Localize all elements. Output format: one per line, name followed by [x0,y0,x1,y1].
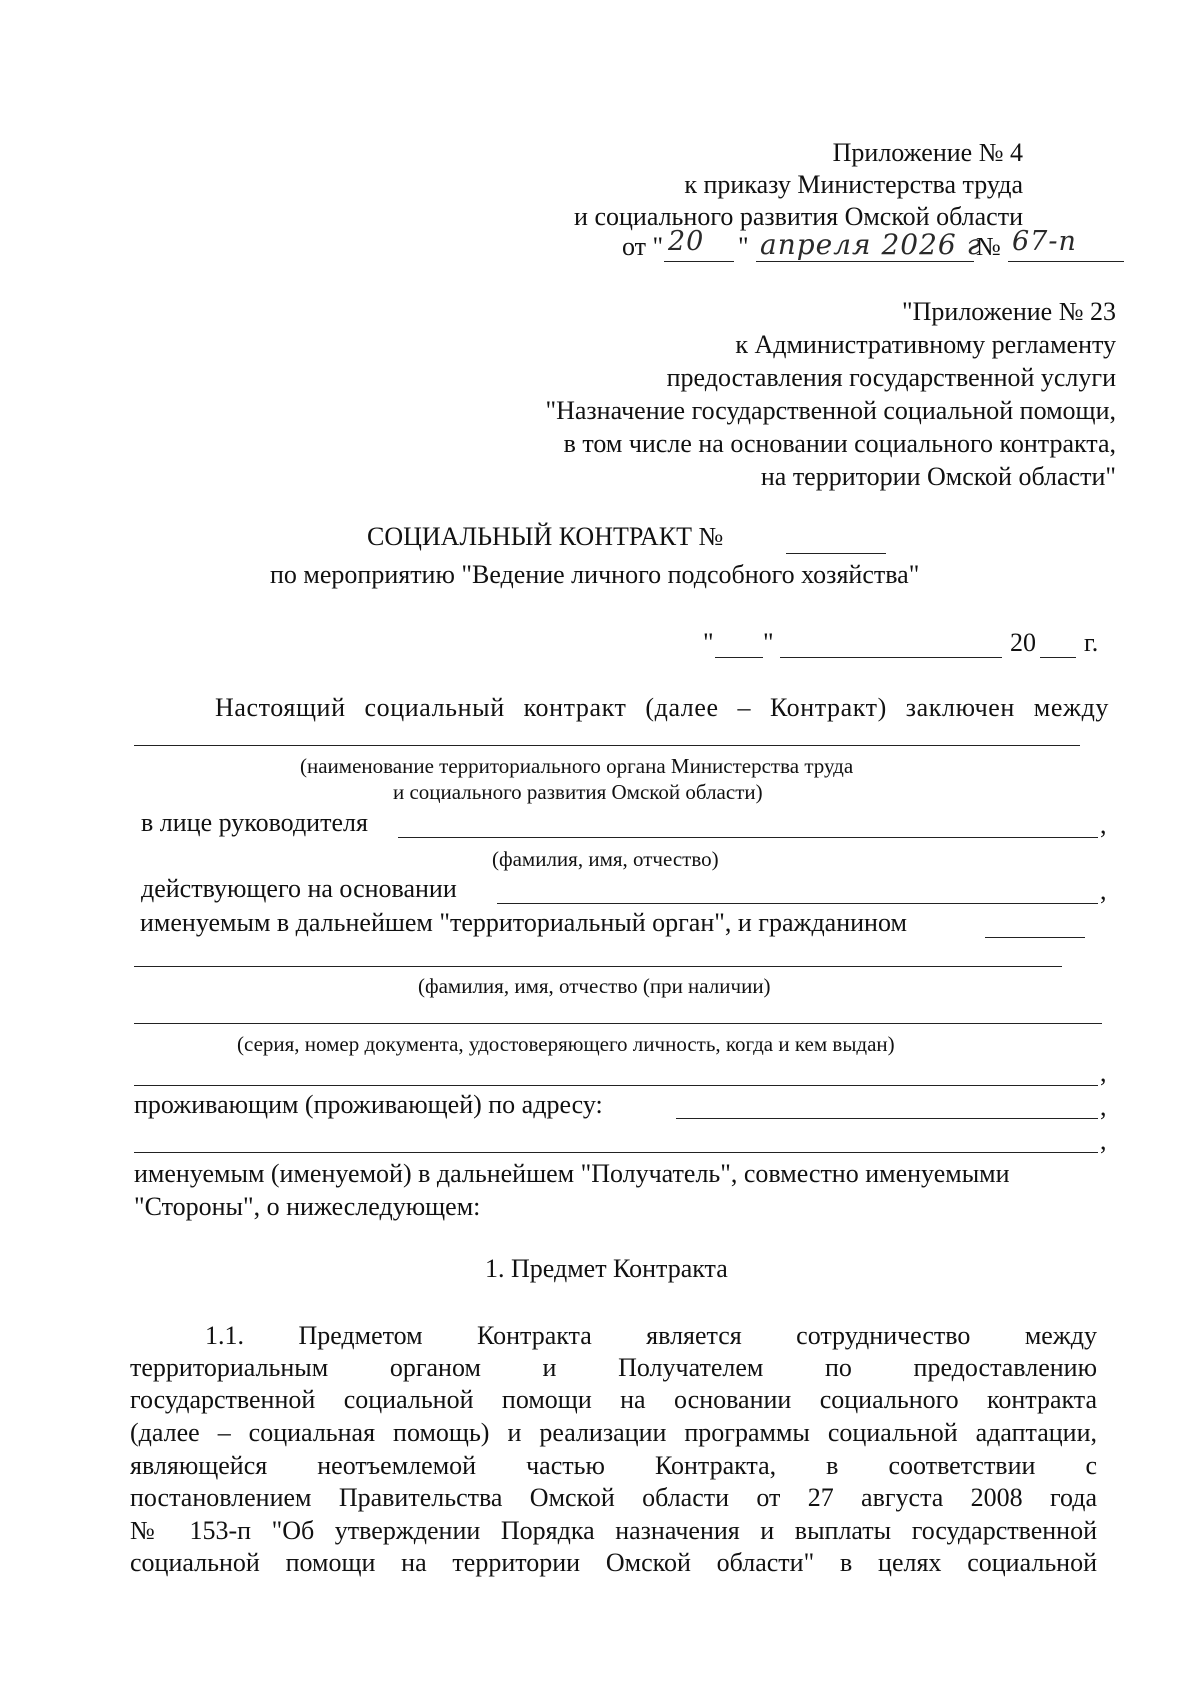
contract-title: СОЦИАЛЬНЫЙ КОНТРАКТ № [367,522,724,551]
date-close-quote: " [763,628,774,657]
parties-intro: Настоящий социальный контракт (далее – Контракт) заключен между [215,693,1109,722]
date-year-prefix: 20 [1010,628,1036,657]
appendix4-title: Приложение № 4 [832,138,1023,167]
head-fio-caption: (фамилия, имя, отчество) [492,847,719,871]
section1-line-3: государственной социальной помощи на основании социального контракта [130,1385,1097,1414]
contract-number-line [786,553,886,554]
section1-line-8: социальной помощи на территории Омской области" в целях социальной [130,1548,1097,1577]
basis-label: действующего на основании [141,874,457,903]
address-label: проживающим (проживающей) по адресу: [134,1090,603,1119]
citizen-doc-line-2 [134,1085,1098,1086]
date-year-suffix: г. [1084,628,1099,657]
org-name-line [134,745,1080,746]
head-fio-line [398,837,1098,838]
basis-comma: , [1100,876,1107,905]
org-caption-2: и социального развития Омской области) [393,780,763,804]
date-year-blank [1040,657,1076,658]
section1-line-7: № 153-п "Об утверждении Порядка назначения и выплаты государственной [130,1516,1097,1545]
section1-line-6: постановлением Правительства Омской области от 27 августа 2008 года [130,1483,1097,1512]
appendix23-line3: предоставления государственной услуги [666,363,1116,392]
named-org-text: именуемым в дальнейшем "территориальный орган", и гражданином [140,908,907,937]
date-prefix: от " [622,232,664,261]
appendix23-line6: на территории Омской области" [760,462,1116,491]
named-sides-text: "Стороны", о нижеследующем: [134,1192,481,1221]
appendix23-line4: "Назначение государственной социальной помощи, [545,396,1116,425]
date-day-line [664,261,734,262]
date-number-sign: № [976,232,1001,261]
date-mid-quote: " [738,232,749,261]
citizen-line-short [985,937,1085,938]
address2-comma: , [1100,1126,1107,1155]
citizen-doc-caption: (серия, номер документа, удостоверяющего личность, когда и кем выдан) [237,1032,895,1056]
basis-line [497,903,1098,904]
date-month-line [756,261,974,262]
appendix23-title: "Приложение № 23 [902,297,1116,326]
contract-subtitle: по мероприятию "Ведение личного подсобного хозяйства" [270,560,920,589]
section1-title: 1. Предмет Контракта [485,1254,728,1283]
address-line-2 [134,1152,1098,1153]
section1-line-5: являющейся неотъемлемой частью Контракта, в соответствии с [130,1451,1097,1480]
date-day-blank [715,657,763,658]
head-comma: , [1100,810,1107,839]
head-label: в лице руководителя [141,808,368,837]
citizen-fio-caption: (фамилия, имя, отчество (при наличии) [418,974,771,998]
appendix23-line5: в том числе на основании социального контракта, [563,429,1116,458]
appendix4-line2: к приказу Министерства труда [684,170,1023,199]
date-open-quote: " [703,628,714,657]
appendix4-line3: и социального развития Омской области [574,202,1023,231]
citizen-fio-line [134,966,1062,967]
citizen-doc-line [134,1023,1102,1024]
org-caption-1: (наименование территориального органа Министерства труда [300,754,854,778]
order-number-handwritten: 67-п [1012,226,1077,257]
address-comma: , [1100,1092,1107,1121]
section1-line-2: территориальным органом и Получателем по предоставлению [130,1353,1097,1382]
doc-comma: , [1100,1058,1107,1087]
date-day-handwritten: 20 [668,226,705,257]
section1-line-4: (далее – социальная помощь) и реализации программы социальной адаптации, [130,1418,1097,1447]
date-month-blank [780,657,1002,658]
address-line [676,1118,1098,1119]
appendix23-line2: к Административному регламенту [735,330,1116,359]
order-number-line [1008,261,1124,262]
section1-line-1: 1.1. Предметом Контракта является сотрудничество между [205,1321,1097,1350]
named-recipient-text: именуемым (именуемой) в дальнейшем "Получатель", совместно именуемыми [134,1159,1010,1188]
date-month-year-handwritten: апреля 2026 г [760,228,982,261]
